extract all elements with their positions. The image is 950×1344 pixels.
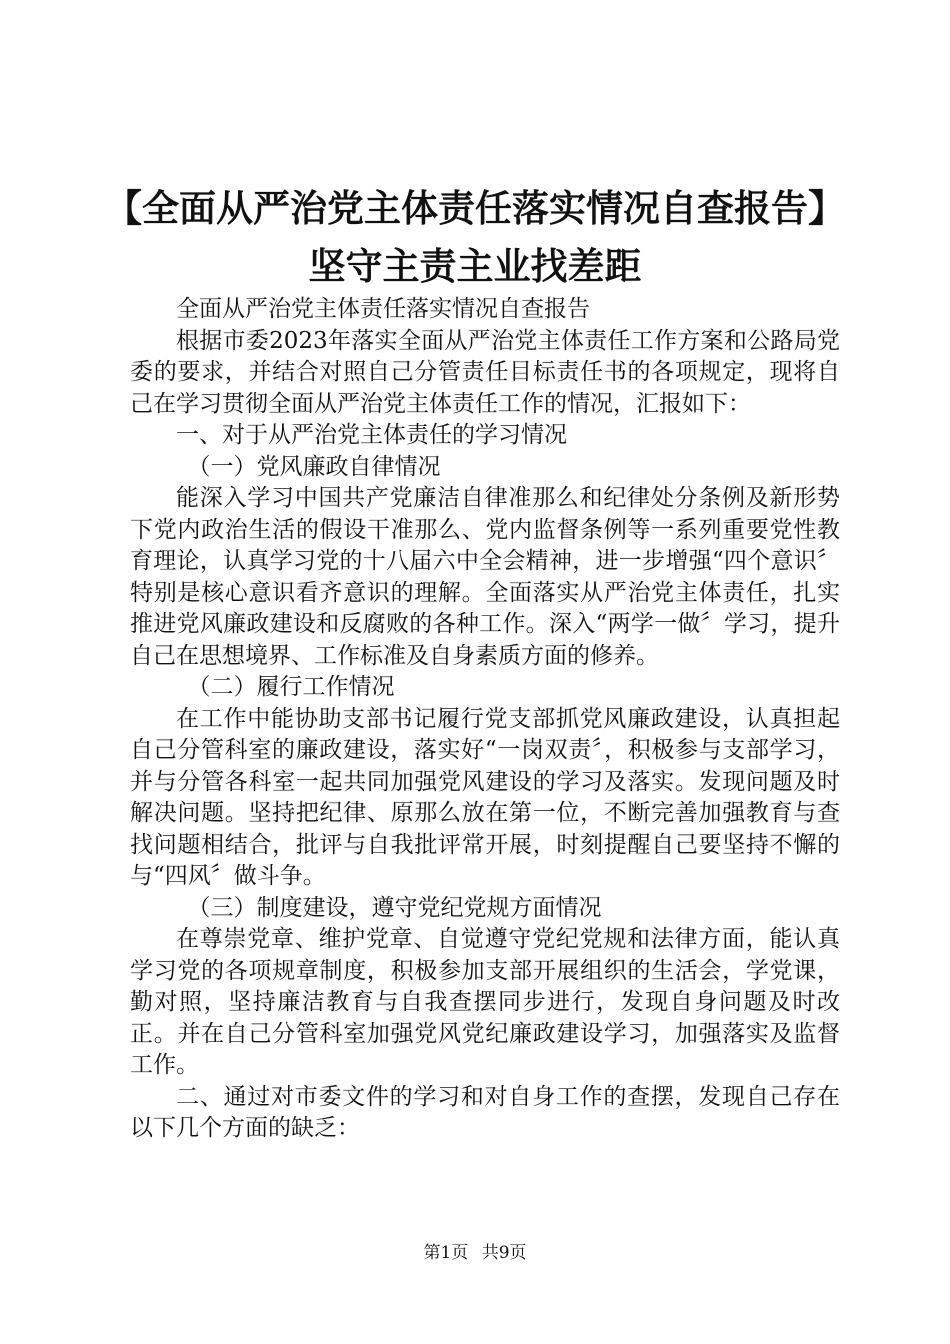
document-title-line2: 坚守主责主业找差距 — [308, 245, 642, 288]
paragraph-report-heading: 全面从严治党主体责任落实情况自查报告 — [176, 296, 590, 322]
document-body — [130, 294, 840, 1145]
page-number: 第1页 — [423, 1243, 469, 1263]
page-total: 共9页 — [481, 1243, 527, 1263]
subsection-heading-1: （一）党风廉政自律情况 — [187, 453, 441, 480]
page-footer — [0, 1242, 950, 1264]
subsection-heading-2: （二）履行工作情况 — [187, 674, 395, 700]
paragraph-body: 在尊崇党章、维护党章、自觉遵守党纪党规和法律方面，能认真学习党的各项规章制度，积极参加支部开展组织的生活会，学党课，勤对照，坚持廉洁教育与自我查摆同步进行，发现自身问题及时改正。并在自己分管科室加强党风党纪廉政建设学习，加强落实及监督工作。 — [130, 926, 840, 1078]
subsection-heading-3: （三）制度建设，遵守党纪党规方面情况 — [187, 894, 602, 921]
paragraph-body: 能深入学习中国共产党廉洁自律准那么和纪律处分条例及新形势下党内政治生活的假设干准那么、党内监督条例等一系列重要党性教育理论，认真学习党的十八届六中全会精神，进一步增强“四个意识〞特别是核心意识看齐意识的理解。全面落实从严治党主体责任，扎实推进党风廉政建设和反腐败的各种工作。深入“两学一做〞学习，提升自己在思想境界、工作标准及自身素质方面的修养。 — [130, 485, 840, 669]
section-heading-2: 二、通过对市委文件的学习和对自身工作的查摆，发现自己存在以下几个方面的缺乏： — [130, 1083, 840, 1141]
paragraph-intro: 根据市委2023年落实全面从严治党主体责任工作方案和公路局党委的要求，并结合对照自己分管责任目标责任书的各项规定，现将自己在学习贯彻全面从严治党主体责任工作的情况，汇报如下： — [130, 327, 840, 417]
paragraph-body: 在工作中能协助支部书记履行党支部抓党风廉政建设，认真担起自己分管科室的廉政建设，落实好“一岗双责〞，积极参与支部学习，并与分管各科室一起共同加强党风建设的学习及落实。发现问题及时解决问题。坚持把纪律、原那么放在第一位，不断完善加强教育与查找问题相结合，批评与自我批评常开展，时刻提醒自己要坚持不懈的与“四风〞做斗争。 — [130, 705, 840, 889]
document-title-line1: 【全面从严治党主体责任落实情况自查报告】 — [105, 187, 845, 230]
section-heading-1: 一、对于从严治党主体责任的学习情况 — [176, 422, 567, 448]
